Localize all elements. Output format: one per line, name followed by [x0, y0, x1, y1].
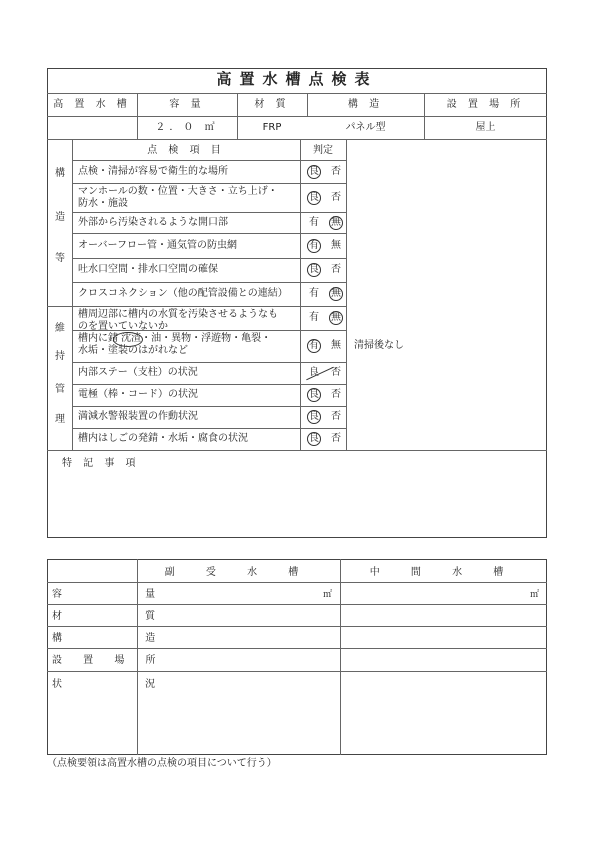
inspection-item: [78, 309, 278, 333]
inspection-item: [78, 333, 271, 357]
judgment-option-1[interactable]: 有: [309, 216, 319, 228]
col-intermediate-tank: 中 間 水 槽: [369, 567, 518, 578]
unit-sub-capacity: ㎡: [323, 590, 333, 600]
inspection-item: 点検・清掃が容易で衛生的な場所: [78, 165, 228, 177]
judgment-option-2[interactable]: 無: [331, 312, 341, 323]
group-structure-char: 等: [55, 253, 65, 264]
judgment-option-2[interactable]: 否: [331, 165, 341, 177]
judgment-circle-mark: [307, 410, 321, 424]
footnote: （点検要領は高置水槽の点検の項目について行う）: [47, 758, 277, 769]
inspection-item: 外部から汚染されるような開口部: [78, 216, 228, 228]
group-maintenance-char: 維: [55, 323, 65, 334]
inspection-item: オーバーフロー管・通気管の防虫網: [78, 239, 237, 251]
judgment-option-1[interactable]: 良: [309, 411, 319, 422]
judgment-option-1[interactable]: 良: [309, 389, 319, 400]
judgment-circle-mark: [329, 216, 343, 230]
inspection-item: 内部ステー（支柱）の状況: [78, 367, 198, 378]
judgment-circle-mark: [329, 311, 343, 325]
judgment-circle-mark: [329, 287, 343, 301]
inspection-item: 吐水口空間・排水口空間の確保: [78, 264, 218, 275]
judgment-option-1[interactable]: 良: [309, 367, 319, 378]
judgment-option-1[interactable]: 有: [309, 340, 319, 351]
judgment-option-1[interactable]: 良: [309, 165, 319, 177]
sub-row-label: 容 量: [52, 589, 196, 600]
judgment-option-1[interactable]: 有: [309, 288, 319, 299]
judgment-option-1[interactable]: 良: [309, 433, 319, 444]
judgment-option-2[interactable]: 否: [331, 411, 341, 422]
judgment-option-2[interactable]: 無: [331, 216, 341, 228]
judgment-option-1[interactable]: 良: [309, 191, 319, 203]
judgment-option-2[interactable]: 否: [331, 264, 341, 275]
page-title: 高置水槽点検表: [216, 70, 378, 88]
inspection-item: 電極（棒・コード）の状況: [78, 389, 198, 400]
sub-row-label: 構 造: [52, 633, 196, 644]
judgment-option-2[interactable]: 否: [331, 191, 341, 203]
judgment-circle-mark: [307, 263, 321, 277]
col-judgment-header: 判定: [313, 145, 333, 156]
judgment-option-2[interactable]: 否: [331, 433, 341, 444]
judgment-option-1[interactable]: 有: [309, 312, 319, 323]
sub-row-label: 材 質: [52, 611, 196, 622]
inspection-item-line2: のを置いていないか: [78, 321, 168, 332]
sub-row-label: 設 置 場 所: [52, 655, 165, 666]
value-capacity: ２．０ ㎥: [155, 122, 219, 133]
header-label-location: 設 置 場 所: [446, 99, 525, 110]
remarks-field[interactable]: [50, 472, 544, 534]
inspection-item-line2: 防水・施設: [78, 198, 128, 209]
judgment-option-2[interactable]: 否: [331, 389, 341, 400]
header-label-structure: 構 造: [347, 99, 384, 110]
header-label-material: 材 質: [254, 99, 290, 110]
inspection-item-line2: 水垢・塗装のはがれなど: [78, 345, 188, 356]
inspection-item: [78, 186, 278, 210]
col-sub-tank: 副 受 水 槽: [164, 567, 313, 578]
inspection-item-line1: 槽周辺部に槽内の水質を汚染させるようなも: [78, 309, 278, 320]
circled-word-mark: [113, 332, 143, 347]
judgment-option-1[interactable]: 有: [309, 239, 319, 251]
group-maintenance-char: 理: [55, 414, 65, 425]
judgment-circle-mark: [307, 239, 321, 253]
judgment-circle-mark: [307, 388, 321, 402]
judgment-circle-mark: [307, 339, 321, 353]
inspection-item: 満減水警報装置の作動状況: [78, 411, 198, 422]
judgment-circle-mark: [307, 432, 321, 446]
judgment-option-2[interactable]: 無: [331, 239, 341, 251]
judgment-option-2[interactable]: 無: [331, 340, 341, 351]
unit-intermediate-capacity: ㎡: [530, 590, 540, 600]
judgment-circle-mark: [307, 165, 321, 179]
header-label-tank: 高 置 水 槽: [53, 99, 131, 110]
group-structure-char: 造: [55, 212, 65, 223]
group-maintenance-char: 持: [55, 351, 65, 362]
value-structure: パネル型: [345, 122, 386, 133]
group-structure-char: 構: [55, 168, 65, 179]
group-maintenance-char: 管: [55, 384, 65, 395]
value-location: 屋上: [475, 122, 496, 133]
judgment-option-2[interactable]: 否: [331, 367, 341, 378]
inspection-item-line1: 槽内に錆 沈渣・油・異物・浮遊物・亀裂・: [78, 333, 272, 344]
judgment-circle-mark: [307, 191, 321, 205]
value-material: FRP: [262, 122, 282, 133]
inspection-item: クロスコネクション（他の配管設備との連結）: [78, 288, 288, 299]
inspection-item-line1: マンホールの数・位置・大きさ・立ち上げ・: [78, 186, 278, 197]
header-label-capacity: 容 量: [169, 99, 205, 110]
inspection-item: 槽内はしごの発錆・水垢・腐食の状況: [78, 433, 248, 444]
judgment-option-2[interactable]: 無: [331, 288, 341, 299]
remarks-label: 特 記 事 項: [62, 458, 140, 469]
row-note: 清掃後なし: [354, 340, 404, 351]
sub-row-label: 状 況: [52, 679, 196, 690]
judgment-option-1[interactable]: 良: [309, 264, 319, 275]
col-item-header: 点 検 項 目: [147, 145, 225, 156]
